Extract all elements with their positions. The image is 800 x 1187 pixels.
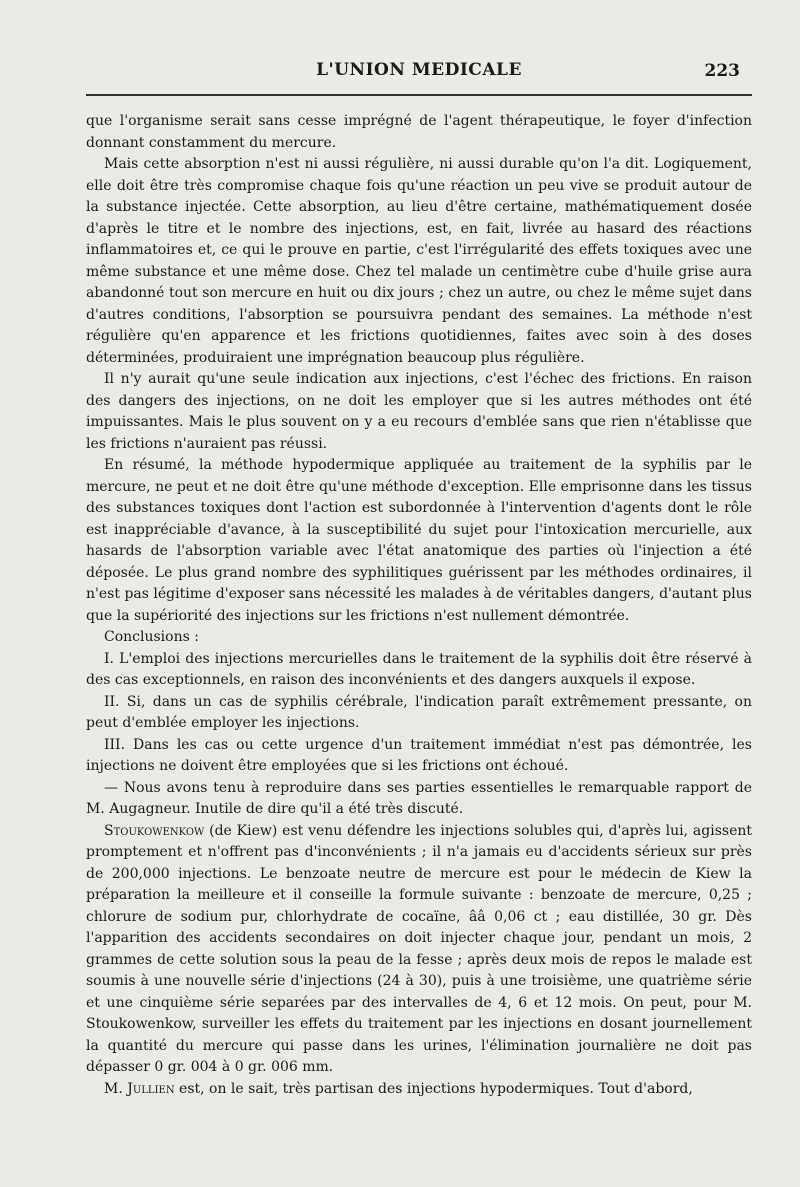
paragraph: — Nous avons tenu à reproduire dans ses parties essentielles le remarquable rapport de M. Augagneur. Inutile de dire qu'il a été très discuté.: [86, 779, 752, 817]
paragraph: Il n'y aurait qu'une seule indication aux injections, c'est l'échec des frictions. En raison des dangers des injections, on ne doit les employer que si les autres méthodes ont été impuissantes. Mais le plus souvent on y a eu recours d'emblée sans que rien n'établisse que les frictions n'auraient pas réussi.: [86, 371, 752, 452]
paragraph: En résumé, la méthode hypodermique appliquée au traitement de la syphilis par le mercure, ne peut et ne doit être qu'une méthode d'exception. Elle emprisonne dans les tissus des substances toxiques dont l'action est subordonnée à l'intervention d'agents dont le rôle est inappréciable d'avance, à la susceptibilité du sujet pour l'intoxication mercurielle, aux hasards de l'absorption variable avec l'état anatomique des parties où l'injection a été déposée. Le plus grand nombre des syphilitiques guérissent par les méthodes ordinaires, il n'est pas légitime d'exposer sans nécessité les malades à de véritables dangers, d'autant plus que la supériorité des injections sur les frictions n'est nullement démontrée.: [86, 457, 752, 624]
conclusions-heading: Conclusions :: [104, 629, 199, 645]
paragraph: [86, 821, 752, 1079]
paragraph: que l'organisme serait sans cesse imprégné de l'agent thérapeutique, le foyer d'infection donnant constamment du mercure.: [86, 113, 752, 151]
paragraph-text: est, on le sait, très partisan des injections hypodermiques. Tout d'abord,: [174, 1080, 693, 1097]
paragraph: Mais cette absorption n'est ni aussi régulière, ni aussi durable qu'on l'a dit. Logiquement, elle doit être très compromise chaque fois qu'une réaction un peu vive se produit autour de la substance injectée. Cette absorption, au lieu d'être certaine, mathématiquement dosée d'après le titre et le nombre des injections, est, en fait, livrée au hasard des réactions inflammatoires et, ce qui le prouve en partie, c'est l'irrégularité des effets toxiques avec une même substance et une même dose. Chez tel malade un centimètre cube d'huile grise aura abandonné tout son mercure en huit ou dix jours ; chez un autre, ou chez le même sujet dans d'autres conditions, l'absorption se poursuivra pendant des semaines. La méthode n'est régulière qu'en apparence et les frictions quotidiennes, faites avec soin à des doses déterminées, produiraient une imprégnation beaucoup plus régulière.: [86, 156, 752, 366]
journal-title: L'UNION MEDICALE: [316, 60, 522, 80]
running-header: [86, 60, 752, 90]
author-name: Jullien: [127, 1080, 175, 1097]
paragraph-text: (de Kiew) est venu défendre les injections solubles qui, d'après lui, agissent promptement et n'offrent pas d'inconvénients ; il n'a jamais eu d'accidents sérieux sur près de 200,000 injections. Le benzoate neutre de mercure est pour le médecin de Kiew la préparation la meilleure et il conseille la formule suivante : benzoate de mercure, 0,25 ; chlorure de sodium pur, chlorhydrate de cocaïne, ââ 0,06 ct ; eau distillée, 30 gr. Dès l'apparition des accidents secondaires on doit injecter chaque jour, pendant un mois, 2 grammes de cette solution sous la peau de la fesse ; après deux mois de repos le malade est soumis à une nouvelle série d'injections (24 à 30), puis à une troisième, une quatrième série et une cinquième série separées par des intervalles de 4, 6 et 12 mois. On peut, pour M. Stoukowenkow, surveiller les effets du traitement par les injections en dosant journellement la quantité du mercure qui passe dans les urines, l'élimination journalière ne doit pas dépasser 0 gr. 004 à 0 gr. 006 mm.: [86, 822, 752, 1075]
conclusion-item: III. Dans les cas ou cette urgence d'un traitement immédiat n'est pas démontrée, les injections ne doivent être employées que si les frictions ont échoué.: [86, 736, 752, 774]
author-name: Stoukowenkow: [104, 822, 205, 839]
paragraph: [86, 1079, 752, 1101]
header-rule: [86, 94, 752, 96]
paragraph-prefix: M.: [104, 1080, 128, 1097]
conclusion-item: II. Si, dans un cas de syphilis cérébrale, l'indication paraît extrêmement pressante, on peut d'emblée employer les injections.: [86, 693, 752, 731]
page-number: 223: [704, 61, 740, 81]
article-body: [86, 111, 752, 1100]
conclusion-item: I. L'emploi des injections mercurielles dans le traitement de la syphilis doit être réservé à des cas exceptionnels, en raison des inconvénients et des dangers auxquels il expose.: [86, 650, 752, 688]
